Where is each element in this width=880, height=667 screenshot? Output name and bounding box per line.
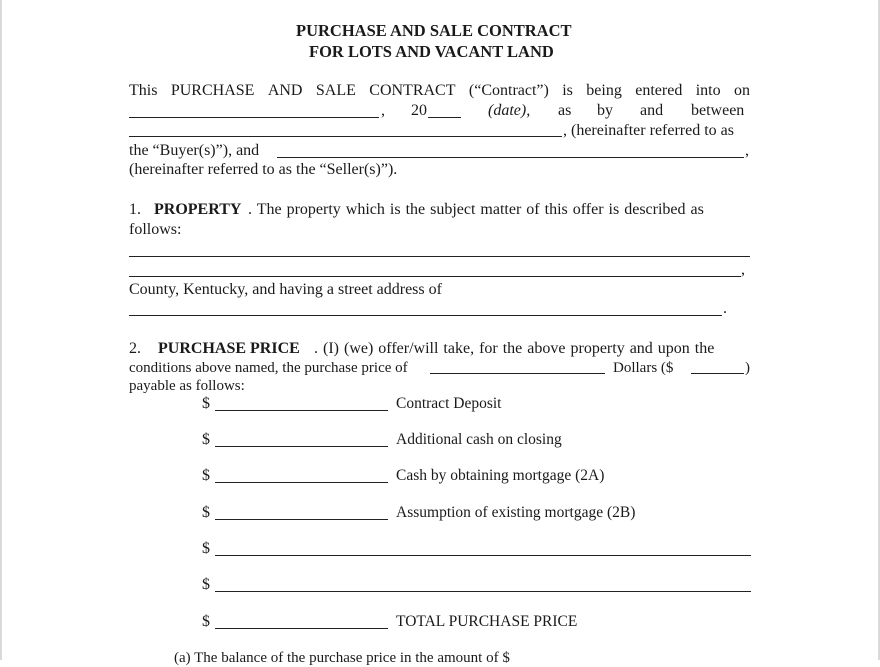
- hereinafter-text: , (hereinafter referred to as: [563, 122, 734, 139]
- word: CONTRACT: [369, 82, 456, 99]
- close-paren: ): [745, 360, 750, 376]
- additional-cash-amount-blank[interactable]: [215, 446, 388, 447]
- currency-symbol: $: [202, 576, 210, 593]
- word: into: [695, 82, 721, 99]
- currency-symbol: $: [202, 431, 210, 448]
- payment-label: Assumption of existing mortgage (2B): [396, 504, 636, 521]
- section-2-text: . (I) (we) offer/will take, for the above property and upon the: [314, 340, 715, 357]
- payable-as-follows: payable as follows:: [129, 378, 245, 394]
- section-2-number: 2.: [129, 340, 141, 357]
- currency-symbol: $: [202, 395, 210, 412]
- word: as: [558, 102, 572, 119]
- date-label: (date),: [488, 102, 531, 119]
- contract-day-blank[interactable]: [129, 117, 379, 118]
- word: is: [562, 82, 573, 99]
- property-description-blank-1[interactable]: [129, 256, 750, 257]
- word: PURCHASE: [170, 82, 255, 99]
- year-prefix: 20: [411, 102, 427, 119]
- payment-label: Cash by obtaining mortgage (2A): [396, 467, 605, 484]
- seller-name-blank[interactable]: [277, 157, 744, 158]
- currency-symbol: $: [202, 613, 210, 630]
- currency-symbol: $: [202, 467, 210, 484]
- payment-label: Contract Deposit: [396, 395, 502, 412]
- section-1-text: . The property which is the subject matter of this offer is described as: [248, 201, 704, 218]
- word: entered: [635, 82, 683, 99]
- other-payment-blank-1[interactable]: [215, 555, 751, 556]
- contract-year-blank[interactable]: [428, 117, 461, 118]
- other-payment-blank-2[interactable]: [215, 591, 751, 592]
- section-2-heading: PURCHASE PRICE: [158, 340, 300, 357]
- page-left-edge: [0, 0, 2, 660]
- county-text: County, Kentucky, and having a street address of: [129, 281, 442, 298]
- word: (“Contract”): [468, 82, 549, 99]
- mortgage-cash-amount-blank[interactable]: [215, 482, 388, 483]
- comma: ,: [381, 102, 385, 119]
- buyer-name-blank[interactable]: [129, 136, 562, 137]
- word: This: [129, 82, 158, 99]
- purchase-price-words-blank[interactable]: [430, 373, 605, 374]
- currency-symbol: $: [202, 540, 210, 557]
- street-address-blank[interactable]: [129, 315, 722, 316]
- purchase-price-text: conditions above named, the purchase price of: [129, 360, 408, 376]
- document-title-line-1: PURCHASE AND SALE CONTRACT: [296, 21, 572, 40]
- buyer-label: the “Buyer(s)”), and: [129, 142, 260, 159]
- word: between: [691, 102, 745, 119]
- subitem-a-text: (a) The balance of the purchase price in the amount of $: [174, 650, 510, 666]
- currency-symbol: $: [202, 504, 210, 521]
- contract-deposit-amount-blank[interactable]: [215, 410, 388, 411]
- section-1-number: 1.: [129, 201, 141, 218]
- mortgage-assumption-amount-blank[interactable]: [215, 519, 388, 520]
- period: .: [723, 300, 727, 317]
- word: AND: [267, 82, 303, 99]
- word: by: [597, 102, 613, 119]
- word: being: [586, 82, 622, 99]
- payment-label: Additional cash on closing: [396, 431, 562, 448]
- section-1-heading: PROPERTY: [154, 201, 242, 218]
- word: and: [640, 102, 664, 119]
- document-title-line-2: FOR LOTS AND VACANT LAND: [309, 42, 554, 61]
- word: on: [733, 82, 750, 99]
- comma: ,: [745, 142, 749, 159]
- comma: ,: [741, 261, 745, 278]
- property-description-blank-2[interactable]: [129, 276, 741, 277]
- word: SALE: [315, 82, 356, 99]
- dollars-label: Dollars ($: [613, 360, 674, 376]
- section-1-text-2: follows:: [129, 221, 182, 238]
- intro-line-1: [129, 82, 750, 100]
- total-purchase-price-blank[interactable]: [215, 628, 388, 629]
- seller-label: (hereinafter referred to as the “Seller(s)”).: [129, 161, 398, 178]
- total-purchase-price-label: TOTAL PURCHASE PRICE: [396, 613, 578, 630]
- purchase-price-amount-blank[interactable]: [691, 373, 744, 374]
